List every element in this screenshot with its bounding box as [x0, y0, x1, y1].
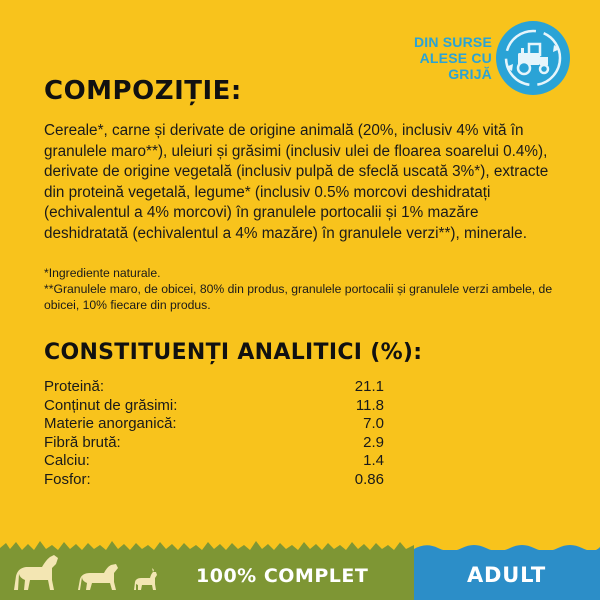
row-value: 21.1 — [354, 378, 384, 395]
complete-label: 100% COMPLET — [196, 565, 369, 587]
row-value: 2.9 — [363, 433, 384, 451]
badge-line-2: ALESE CU — [419, 50, 492, 66]
table-row — [44, 471, 384, 490]
analytical-title: CONSTITUENȚI ANALITICI (%): — [44, 340, 423, 365]
table-row — [44, 452, 384, 471]
row-label: Conținut de grăsimi: — [44, 396, 178, 414]
row-label: Materie anorganică: — [44, 415, 177, 432]
composition-notes — [44, 265, 564, 313]
composition-title: COMPOZIȚIE: — [44, 76, 242, 106]
table-row — [44, 397, 384, 416]
large-dog-icon — [14, 555, 58, 590]
table-row — [44, 378, 384, 397]
kibble-proportions-note: **Granulele maro, de obicei, 80% din produs, granulele portocalii și granulele verzi ambele, de obicei, 10% fiecare din produs. — [44, 282, 553, 312]
dog-silhouettes — [8, 546, 158, 596]
row-value: 11.8 — [355, 396, 384, 414]
row-value: 0.86 — [354, 470, 384, 488]
analytical-table — [44, 378, 384, 489]
row-value: 7.0 — [363, 415, 384, 432]
row-value: 1.4 — [363, 452, 384, 469]
adult-label: ADULT — [467, 563, 546, 587]
row-label: Calciu: — [44, 452, 90, 469]
table-row — [44, 415, 384, 434]
composition-text: Cereale*, carne și derivate de origine animală (20%, inclusiv 4% vită în granulele maro**), uleiuri și grăsimi (inclusiv ulei de floarea soarelui 0.4%), derivate de origine vegetală (inclusiv pulpă de sfeclă uscată 3%*), extracte din proteină vegetală, legume* (inclusiv 0.5% morcovi deshidratați (echivalentul a 4% morcovi) în granulele portocalii și 1% mazăre deshidratată (echivalentul a 4% mazăre) în granulele verzi**), minerale. — [44, 122, 549, 242]
sourcing-badge-text — [392, 34, 492, 82]
table-row — [44, 434, 384, 453]
badge-line-3: GRIJĂ — [448, 66, 492, 82]
small-dog-icon — [134, 568, 157, 590]
row-label: Fibră brută: — [44, 433, 121, 451]
medium-dog-icon — [78, 564, 118, 590]
row-label: Fosfor: — [44, 470, 91, 488]
natural-ingredients-note: *Ingrediente naturale. — [44, 266, 161, 280]
tractor-cycle-icon — [494, 19, 572, 97]
badge-line-1: DIN SURSE — [413, 34, 492, 50]
row-label: Proteină: — [44, 378, 105, 395]
